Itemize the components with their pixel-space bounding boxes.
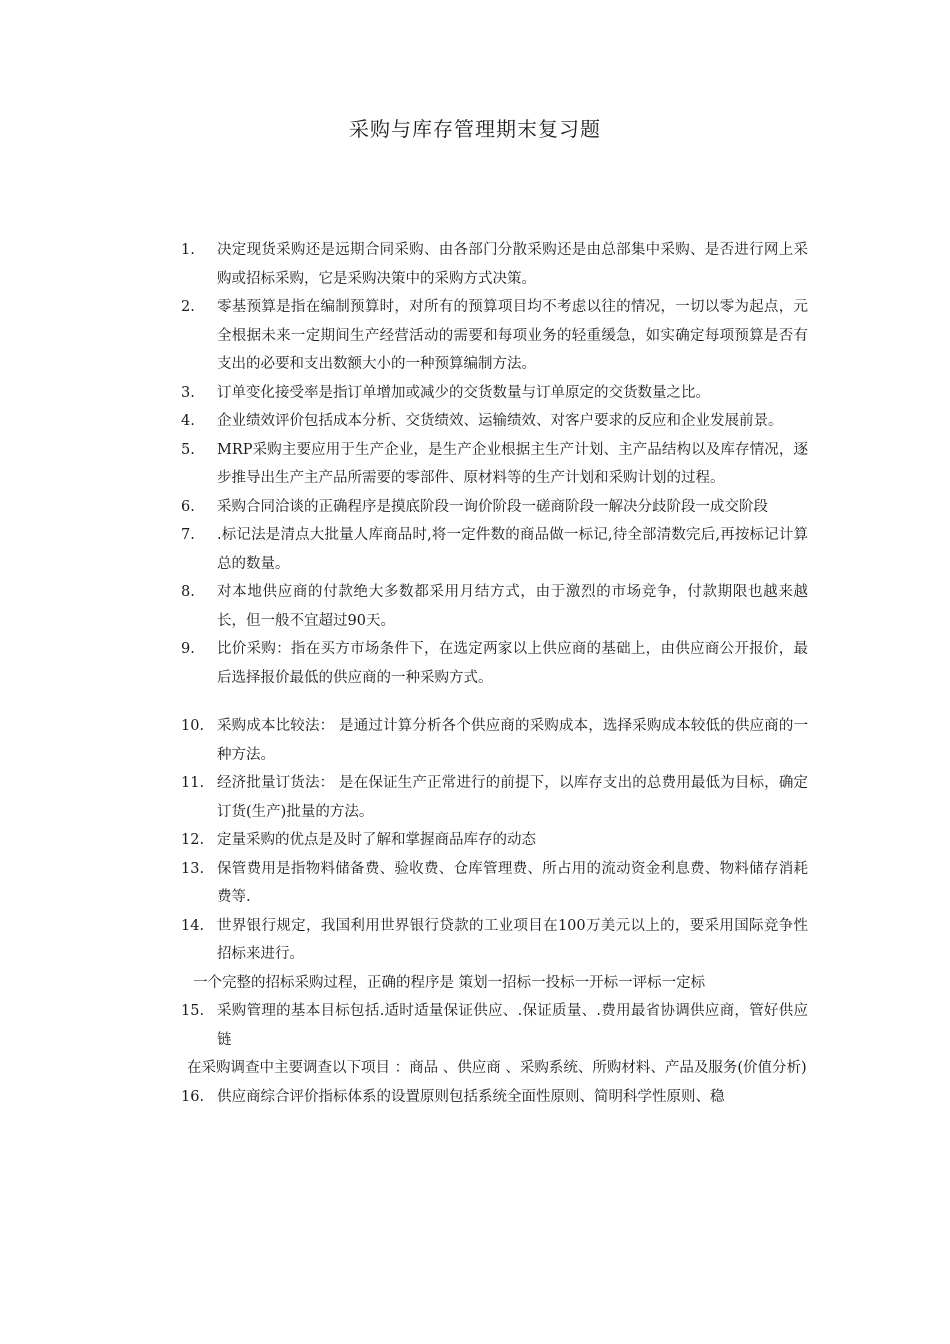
item-number: 12. [181,832,205,848]
item-text: 经济批量订货法： 是在保证生产正常进行的前提下，以库存支出的总费用最低为目标，确定订货(生产)批量的方法。 [217,775,808,820]
list-item [0,236,808,293]
question-group-10-14 [0,712,950,969]
item-number: 11. [181,775,205,791]
item-text: 世界银行规定，我国利用世界银行贷款的工业项目在100万美元以上的，要采用国际竞争性招标来进行。 [217,917,808,962]
list-item [0,407,808,436]
item-text: 采购成本比较法： 是通过计算分析各个供应商的采购成本，选择采购成本较低的供应商的一种方法。 [217,718,808,763]
list-item [0,635,808,692]
document-title: 采购与库存管理期末复习题 [349,117,601,141]
item-text: 采购管理的基本目标包括.适时适量保证供应、.保证质量、.费用最省协调供应商，管好供应链 [217,1003,808,1048]
list-item [0,826,808,855]
item-number: 2. [181,299,195,315]
item-number: 1. [181,242,195,258]
item-number: 4. [181,413,195,429]
list-item [0,769,808,826]
item-text: 决定现货采购还是远期合同采购、由各部门分散采购还是由总部集中采购、是否进行网上采购或招标采购，它是采购决策中的采购方式决策。 [217,242,808,287]
survey-paragraph: 在采购调查中主要调查以下项目 ：商品 、供应商 、采购系统、所购材料、产品及服务(价值分析) [187,1060,807,1076]
item-number: 15. [181,1003,205,1019]
item-text: 比价采购：指在买方市场条件下，在选定两家以上供应商的基础上，由供应商公开报价，最后选择报价最低的供应商的一种采购方式。 [217,641,808,686]
item-number: 8. [181,584,195,600]
list-item [0,1083,808,1112]
item-number: 13. [181,860,205,877]
item-text: 对本地供应商的付款绝大多数都采用月结方式，由于激烈的市场竞争，付款期限也越来越长，但一般不宜超过90天。 [217,584,808,629]
item-number: 5. [181,441,195,458]
item-text: 定量采购的优点是及时了解和掌握商品库存的动态 [217,832,536,848]
list-item [0,855,808,912]
item-number: 14. [181,917,205,934]
list-item [0,379,808,408]
bidding-procedure-line: 一个完整的招标采购过程，正确的程序是 策划一招标一投标一开标一评标一定标 [193,974,706,991]
list-item [0,493,808,522]
item-text: 订单变化接受率是指订单增加或减少的交货数量与订单原定的交货数量之比。 [217,384,710,401]
item-number: 6. [181,498,195,515]
item-number: 3. [181,384,195,401]
item-text: .标记法是清点大批量人库商品时,将一定件数的商品做一标记,待全部清数完后,再按标记计算总的数量。 [217,527,808,572]
spacer [0,692,950,712]
item-text: 采购合同洽谈的正确程序是摸底阶段一询价阶段一磋商阶段一解决分歧阶段一成交阶段 [217,498,768,515]
item-number: 9. [181,641,195,657]
item-number: 10. [181,718,205,734]
list-item [0,293,808,379]
list-item [0,578,808,635]
item-text: MRP采购主要应用于生产企业，是生产企业根据主生产计划、主产品结构以及库存情况，逐步推导出生产主产品所需要的零部件、原材料等的生产计划和采购计划的过程。 [217,441,808,486]
item-number: 16. [181,1088,205,1105]
item-text: 供应商综合评价指标体系的设置原则包括系统全面性原则、简明科学性原则、稳 [217,1088,725,1105]
list-item [0,997,808,1054]
item-text: 保管费用是指物料储备费、验收费、仓库管理费、所占用的流动资金利息费、物料储存消耗费等. [217,860,808,905]
list-item [0,521,808,578]
question-list [0,236,950,1111]
item-text: 零基预算是指在编制预算时，对所有的预算项目均不考虑以往的情况，一切以零为起点，元全根据未来一定期间生产经营活动的需要和每项业务的轻重缓急，如实确定每项预算是否有支出的必要和支出数额大小的一种预算编制方法。 [217,299,808,372]
item-number: 7. [181,527,195,543]
item-text: 企业绩效评价包括成本分析、交货绩效、运输绩效、对客户要求的反应和企业发展前景。 [217,413,783,429]
list-item [0,712,808,769]
question-group-1-9 [0,236,950,692]
list-item [0,912,808,969]
list-item [0,436,808,493]
